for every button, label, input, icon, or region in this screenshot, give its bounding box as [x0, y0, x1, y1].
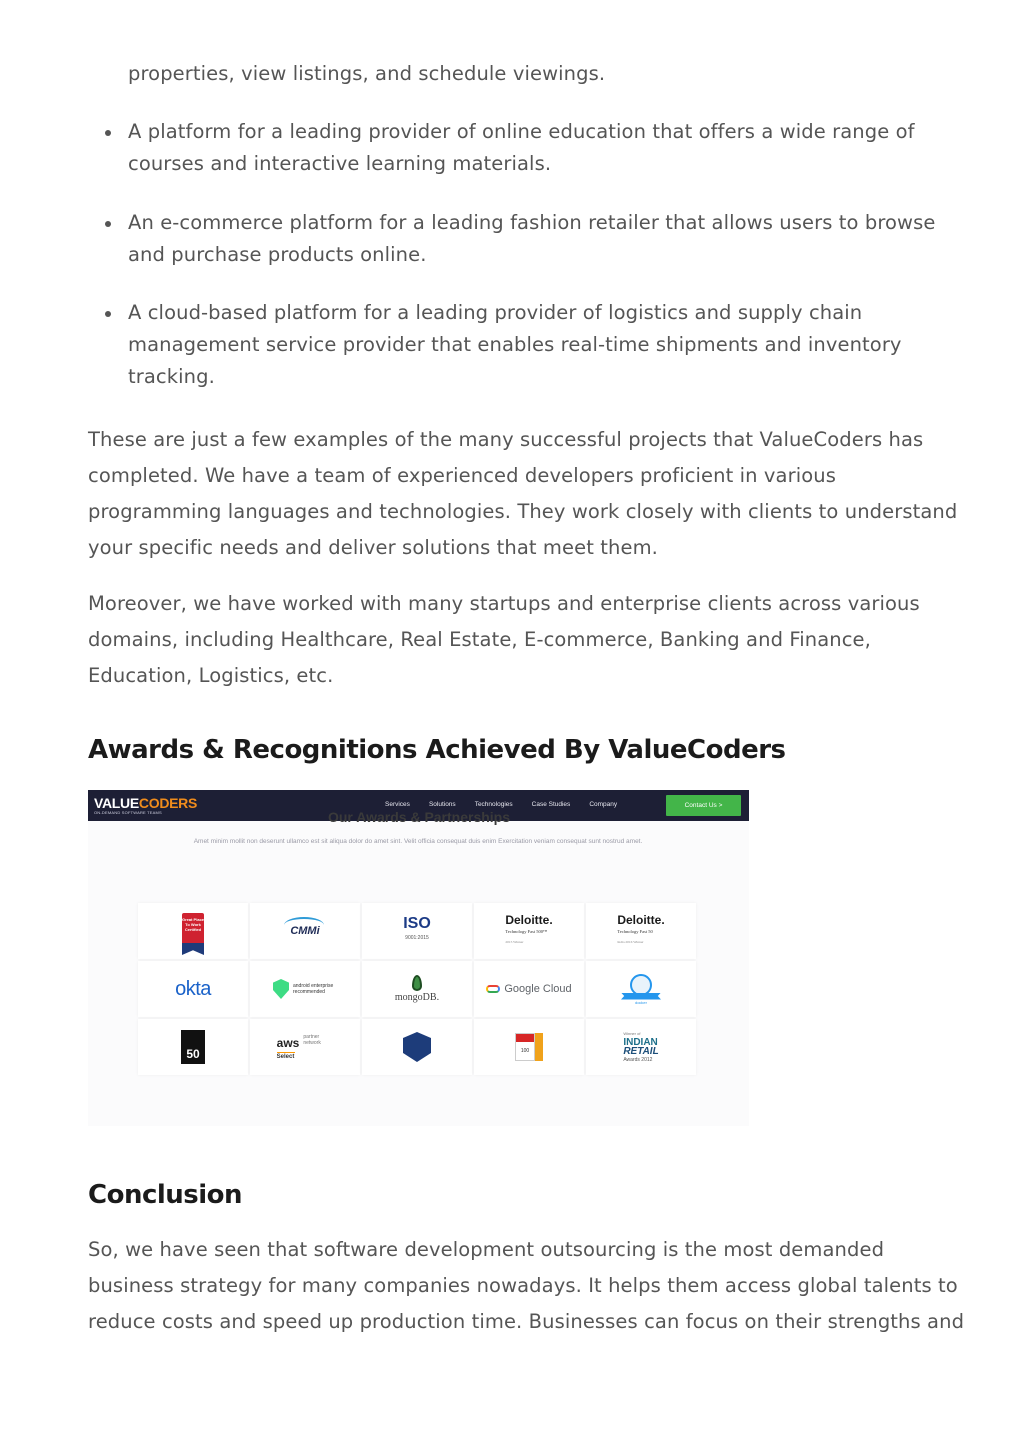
indian-retail-awards-logo: Winner of INDIAN RETAIL Awards 2012 [623, 1031, 659, 1063]
logo-cell [362, 961, 472, 1017]
nav-item: Solutions [428, 801, 456, 808]
cut-off-heading: Our Awards & Partnerships [327, 809, 511, 825]
logo-cell [138, 1019, 248, 1075]
docker-whale-icon [630, 974, 652, 996]
list-item: properties, view listings, and schedule viewings. [128, 62, 606, 85]
brand-tagline: ON-DEMAND SOFTWARE TEAMS [94, 810, 162, 815]
okta-logo: okta [175, 977, 211, 1000]
logo-cell [250, 961, 360, 1017]
deloitte-fast500-logo: Deloitte. Technology Fast 500™ 2015 Winner [505, 912, 553, 944]
paragraph: So, we have seen that software development outsourcing is the most demanded business strategy for many companies nowadays. It helps them access global talents to reduce costs and speed up production time. Businesses can focus on their strengths and [88, 1238, 965, 1333]
google-cloud-icon [486, 985, 500, 993]
logo-cell [250, 1019, 360, 1075]
google-cloud-logo: Google Cloud [486, 983, 571, 995]
conclusion-heading: Conclusion [88, 1180, 243, 1210]
logo-cell [362, 903, 472, 959]
android-enterprise-logo: android enterprise recommended [273, 979, 337, 999]
nav-item: Case Studies [531, 801, 571, 808]
brand-logo: VALUECODERS [94, 795, 198, 811]
silicon-valley-50-logo: 50 [181, 1030, 205, 1064]
list-item: A cloud-based platform for a leading provider of logistics and supply chain management service provider that enables real-time shipments and inventory tracking. [128, 297, 928, 393]
awards-image [88, 790, 749, 1126]
nav-item: Technologies [474, 801, 513, 808]
aws-partner-logo: aws partner network Select [276, 1034, 321, 1060]
deloitte-fast50-logo: Deloitte. Technology Fast 50 India 2016 Winner [617, 912, 665, 944]
awards-heading: Awards & Recognitions Achieved By ValueCoders [88, 735, 786, 765]
cmmi-logo: CMMi [290, 925, 320, 937]
logo-cell [586, 1019, 696, 1075]
logo-cell [250, 903, 360, 959]
android-shield-icon [273, 979, 289, 999]
logo-cell [138, 961, 248, 1017]
nav-item: Services [385, 801, 410, 808]
logo-cell [474, 1019, 584, 1075]
paragraph: These are just a few examples of the many successful projects that ValueCoders has completed. We have a team of experienced developers proficient in various programming languages and technologies. They work closely with clients to understand your specific needs and deliver solutions that meet them. [88, 428, 958, 559]
paragraph: Moreover, we have worked with many startups and enterprise clients across various domains, including Healthcare, Real Estate, E-commerce, Banking and Finance, Education, Logistics, etc. [88, 592, 920, 687]
logo-cell [138, 903, 248, 959]
logo-cell [586, 903, 696, 959]
list-item: An e-commerce platform for a leading fashion retailer that allows users to browse and purchase products online. [128, 207, 958, 271]
certification-badge-icon [403, 1032, 431, 1062]
logo-cell [586, 961, 696, 1017]
embedded-nav-links [385, 801, 636, 808]
logo-grid [138, 903, 696, 1075]
nav-item: Company [589, 801, 618, 808]
logo-cell [362, 1019, 472, 1075]
mongodb-logo: mongoDB. [395, 975, 439, 1003]
logo-cell [474, 961, 584, 1017]
great-place-to-work-logo: Great Place To Work Certified [182, 913, 204, 949]
logo-cell [474, 903, 584, 959]
list-item: A platform for a leading provider of online education that offers a wide range of courses and interactive learning materials. [128, 116, 958, 180]
docker-logo: docker [621, 974, 661, 1005]
iso-logo: ISO 9001:2015 [403, 915, 431, 941]
awards-description: Amet minim mollit non deserunt ullamco est sit aliqua dolor do amet sint. Velit officia consequat duis enim Exercitation veniam consequat sunt nostrud amet. [193, 838, 643, 845]
mongodb-leaf-icon [412, 975, 422, 991]
contact-button: Contact Us > [666, 795, 741, 816]
red-herring-logo: 100 [515, 1033, 543, 1061]
